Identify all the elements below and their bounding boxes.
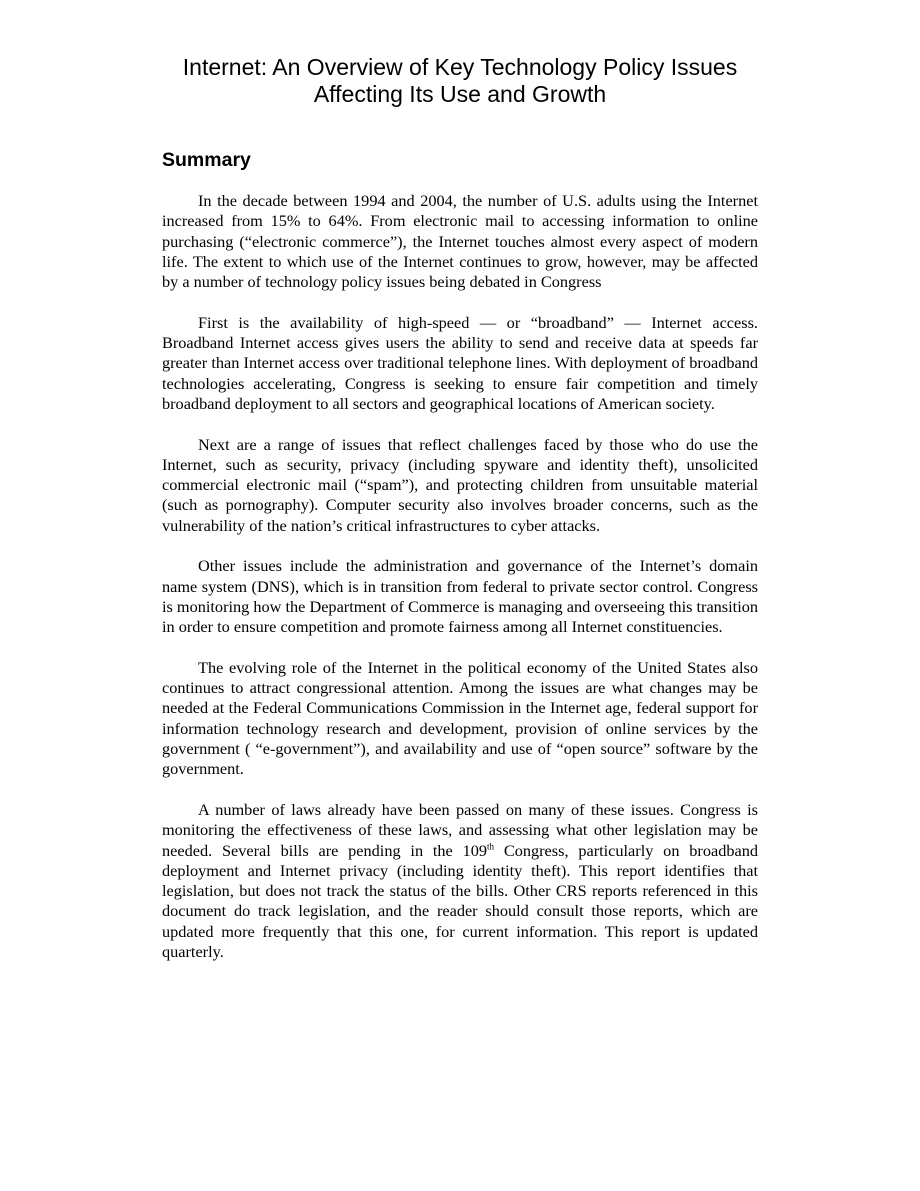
summary-paragraph-3: Next are a range of issues that reflect challenges faced by those who do use the Internet, such as security, privacy (including spyware and identity theft), unsolicited commercial electronic mail (“spam”), and protecting children from unsuitable material (such as pornography). Computer security also involves broader concerns, such as the vulnerability of the nation’s critical infrastructures to cyber attacks. — [162, 434, 758, 535]
title-line-2: Affecting Its Use and Growth — [313, 81, 607, 107]
title-line-1: Internet: An Overview of Key Technology Policy Issues — [182, 54, 738, 80]
document-page — [162, 54, 758, 983]
summary-body — [162, 191, 758, 962]
summary-paragraph-4: Other issues include the administration and governance of the Internet’s domain name system (DNS), which is in transition from federal to private sector control. Congress is monitoring how the Department of Commerce is managing and overseeing this transition in order to ensure competition and promote fairness among all Internet constituencies. — [162, 556, 758, 637]
paragraph-6-text-b: Congress, particularly on broadband deployment and Internet privacy (including identity theft). This report identifies that legislation, but does not track the status of the bills. Other CRS reports referenced in this document do track legislation, and the reader should consult those reports, which are updated more frequently that this one, for current information. This report is updated quarterly. — [162, 840, 758, 961]
summary-paragraph-6 — [162, 800, 758, 962]
paragraph-6-text-a: A number of laws already have been passed on many of these issues. Congress is monitoring the effectiveness of these laws, and assessing what other legislation may be needed. Several bills are pending in the 109 — [162, 799, 758, 860]
summary-paragraph-2: First is the availability of high-speed — or “broadband” — Internet access. Broadband Internet access gives users the ability to send and receive data at speeds far greater than Internet access over traditional telephone lines. With deployment of broadband technologies accelerating, Congress is seeking to ensure fair competition and timely broadband deployment to all sectors and geographical locations of American society. — [162, 312, 758, 413]
document-title — [162, 54, 758, 108]
summary-heading: Summary — [162, 149, 251, 171]
ordinal-superscript: th — [487, 841, 495, 852]
summary-paragraph-1: In the decade between 1994 and 2004, the number of U.S. adults using the Internet increased from 15% to 64%. From electronic mail to accessing information to online purchasing (“electronic commerce”), the Internet touches almost every aspect of modern life. The extent to which use of the Internet continues to grow, however, may be affected by a number of technology policy issues being debated in Congress — [162, 191, 758, 292]
summary-paragraph-5: The evolving role of the Internet in the political economy of the United States also continues to attract congressional attention. Among the issues are what changes may be needed at the Federal Communications Commission in the Internet age, federal support for information technology research and development, provision of online services by the government ( “e-government”), and availability and use of “open source” software by the government. — [162, 657, 758, 779]
